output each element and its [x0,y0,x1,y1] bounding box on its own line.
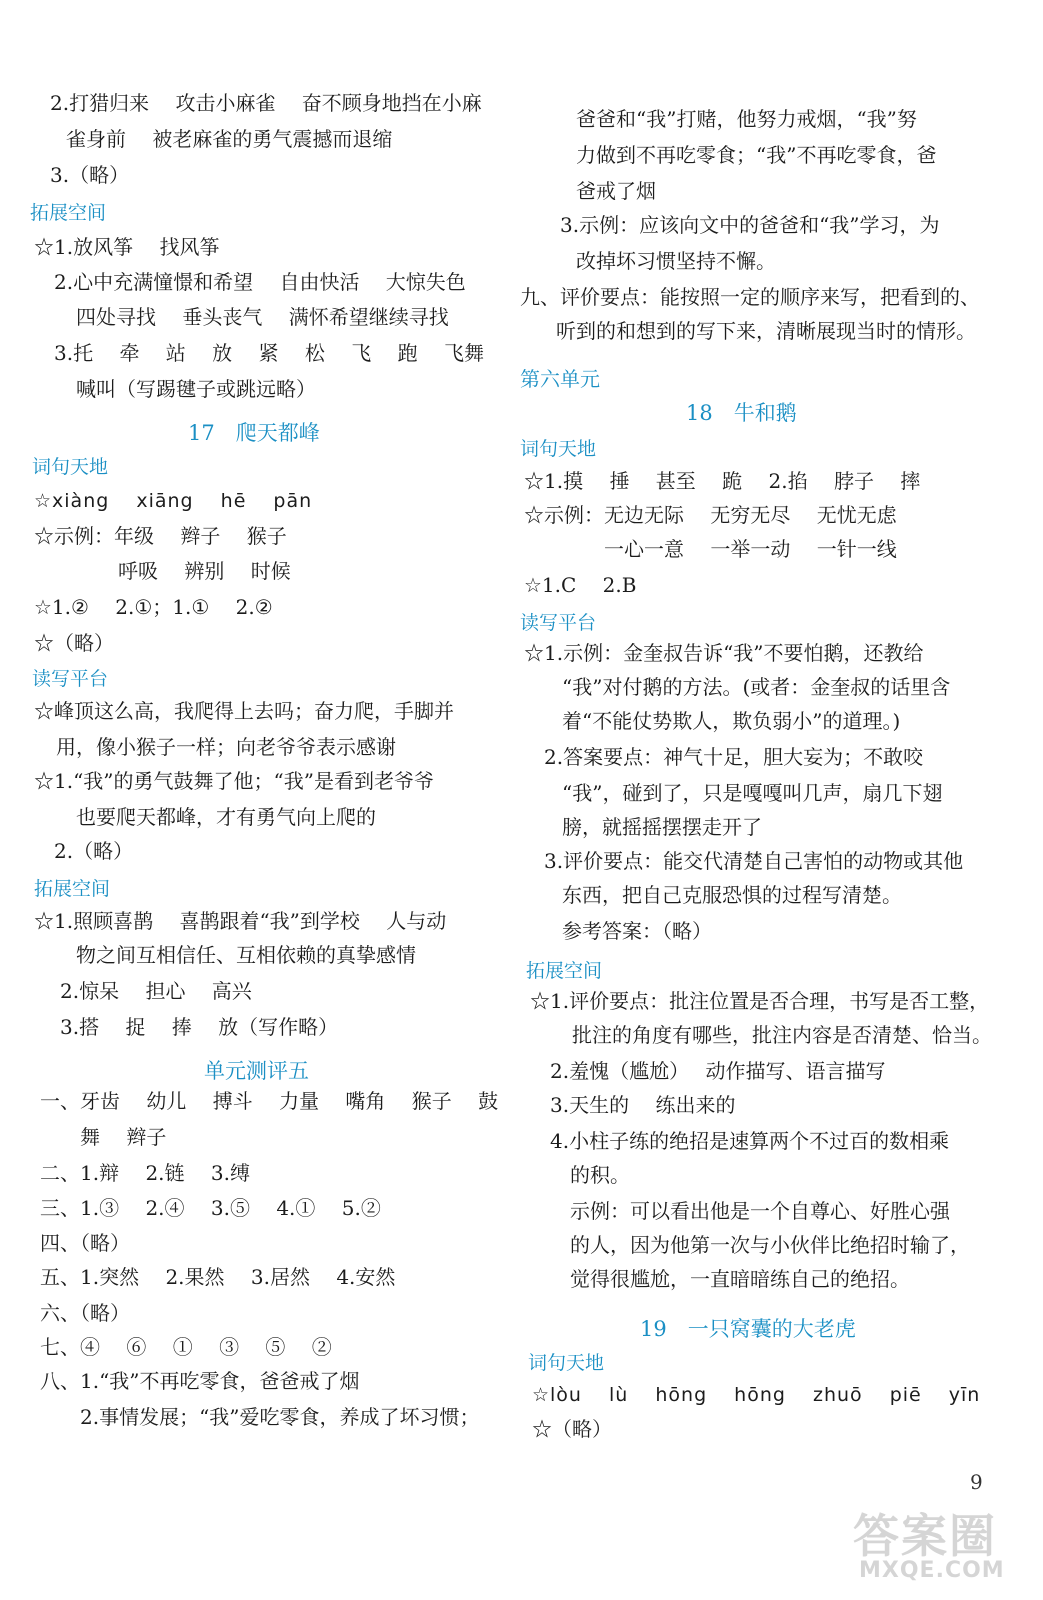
text-line: 喊叫（写踢毽子或跳远略） [76,377,316,401]
text-line: 3.天生的 练出来的 [550,1093,736,1117]
text-line: ☆峰顶这么高，我爬得上去吗；奋力爬，手脚并 [34,699,454,723]
text-line: ☆（略） [34,631,114,655]
lesson-title: 19 一只窝囊的大老虎 [640,1317,856,1341]
text-line: 2.答案要点：神气十足，胆大妄为；不敢咬 [544,745,924,769]
text-line: 一、牙齿 幼儿 搏斗 力量 嘴角 猴子 鼓 [40,1089,499,1113]
section-heading: 拓展空间 [30,202,107,224]
text-line: 四、（略） [40,1231,130,1255]
text-line: 3.示例：应该向文中的爸爸和“我”学习，为 [560,213,940,237]
text-line: “我”对付鹅的方法。(或者：金奎叔的话里含 [562,675,951,699]
unit-test-title: 单元测评五 [204,1059,309,1083]
text-line: 听到的和想到的写下来，清晰展现当时的情形。 [556,319,976,343]
text-line: 物之间互相信任、互相依赖的真挚感情 [76,943,416,967]
text-line: 2.打猎归来 攻击小麻雀 奋不顾身地挡在小麻 [50,91,482,115]
text-line: 八、1.“我”不再吃零食，爸爸戒了烟 [40,1369,360,1393]
section-heading: 读写平台 [32,668,109,690]
text-line: 东西，把自己克服恐惧的过程写清楚。 [562,883,902,907]
text-line: ☆1.C 2.B [524,573,637,597]
text-line: ☆1.放风筝 找风筝 [34,235,220,259]
text-line: 九、评价要点：能按照一定的顺序来写，把看到的、 [520,285,980,309]
section-heading: 拓展空间 [34,878,111,900]
text-line: 3.（略） [50,163,130,187]
text-line: 爸戒了烟 [576,179,656,203]
text-line: ☆1.评价要点：批注位置是否合理，书写是否工整， [530,989,990,1013]
section-heading: 词句天地 [32,456,109,478]
watermark-url: MXQE.COM [859,1558,1005,1583]
text-line: 觉得很尴尬，一直暗暗练自己的绝招。 [570,1267,910,1291]
unit-heading: 第六单元 [520,367,600,391]
section-heading: 词句天地 [528,1352,605,1374]
lesson-title: 17 爬天都峰 [188,421,320,445]
text-line: 力做到不再吃零食；“我”不再吃零食，爸 [576,143,937,167]
text-line: 3.搭 捉 捧 放（写作略） [60,1015,339,1039]
text-line: 着“不能仗势欺人，欺负弱小”的道理。) [562,709,901,733]
text-line: 参考答案：（略） [562,919,712,943]
section-heading: 拓展空间 [526,960,603,982]
text-line: 三、1.③ 2.④ 3.⑤ 4.① 5.② [40,1196,381,1220]
text-line: 也要爬天都峰，才有勇气向上爬的 [76,805,376,829]
text-line: 一心一意 一举一动 一针一线 [604,537,897,561]
text-line: 六、（略） [40,1301,130,1325]
text-line: 雀身前 被老麻雀的勇气震撼而退缩 [66,127,393,151]
watermark-logo-text: 答案圈 [853,1509,997,1563]
section-heading: 读写平台 [520,612,597,634]
text-line: 改掉坏习惯坚持不懈。 [576,249,776,273]
text-line: 四处寻找 垂头丧气 满怀希望继续寻找 [76,305,449,329]
text-line: 呼吸 辨别 时候 [118,559,291,583]
text-line: 七、④ ⑥ ① ③ ⑤ ② [40,1335,332,1359]
text-line: “我”，碰到了，只是嘎嘎叫几声，扇几下翅 [562,781,943,805]
text-line: ☆1.② 2.①；1.① 2.② [34,595,273,619]
pinyin-line: ☆xiàng xiāng hē pān [34,490,313,512]
text-line: 的人，因为他第一次与小伙伴比绝招时输了， [570,1233,970,1257]
text-line: 示例：可以看出他是一个自尊心、好胜心强 [570,1199,950,1223]
text-line: 的积。 [570,1163,630,1187]
lesson-title: 18 牛和鹅 [686,401,797,425]
text-line: 爸爸和“我”打赌，他努力戒烟，“我”努 [576,107,917,131]
text-line: 2.心中充满憧憬和希望 自由快活 大惊失色 [54,270,466,294]
text-line: 批注的角度有哪些，批注内容是否清楚、恰当。 [572,1023,992,1047]
text-line: 3.托 牵 站 放 紧 松 飞 跑 飞舞 [54,341,484,365]
text-line: 舞 辫子 [80,1125,167,1149]
page-number: 9 [970,1470,983,1494]
text-line: 2.羞愧（尴尬） 动作描写、语言描写 [550,1059,886,1083]
pinyin-line: ☆lòu lù hōng hōng zhuō piē yīn [532,1384,981,1406]
watermark [845,1500,1035,1590]
text-line: 2.事情发展；“我”爱吃零食，养成了坏习惯； [80,1405,480,1429]
text-line: ☆1.示例：金奎叔告诉“我”不要怕鹅，还教给 [524,641,924,665]
text-line: 二、1.辩 2.链 3.缚 [40,1161,250,1185]
text-line: 4.小柱子练的绝招是速算两个不过百的数相乘 [550,1129,950,1153]
text-line: ☆示例：年级 辫子 猴子 [34,524,287,548]
text-line: 3.评价要点：能交代清楚自己害怕的动物或其他 [544,849,964,873]
text-line: ☆示例：无边无际 无穷无尽 无忧无虑 [524,503,897,527]
text-line: 五、1.突然 2.果然 3.居然 4.安然 [40,1265,396,1289]
text-line: ☆1.“我”的勇气鼓舞了他；“我”是看到老爷爷 [34,769,434,793]
text-line: 2.惊呆 担心 高兴 [60,979,252,1003]
text-line: 膀，就摇摇摆摆走开了 [562,815,762,839]
text-line: 用，像小猴子一样；向老爷爷表示感谢 [56,735,396,759]
text-line: ☆（略） [532,1417,612,1441]
text-line: 2.（略） [54,839,134,863]
text-line: ☆1.照顾喜鹊 喜鹊跟着“我”到学校 人与动 [34,909,447,933]
text-line: ☆1.摸 捶 甚至 跪 2.掐 脖子 摔 [524,469,921,493]
section-heading: 词句天地 [520,438,597,460]
